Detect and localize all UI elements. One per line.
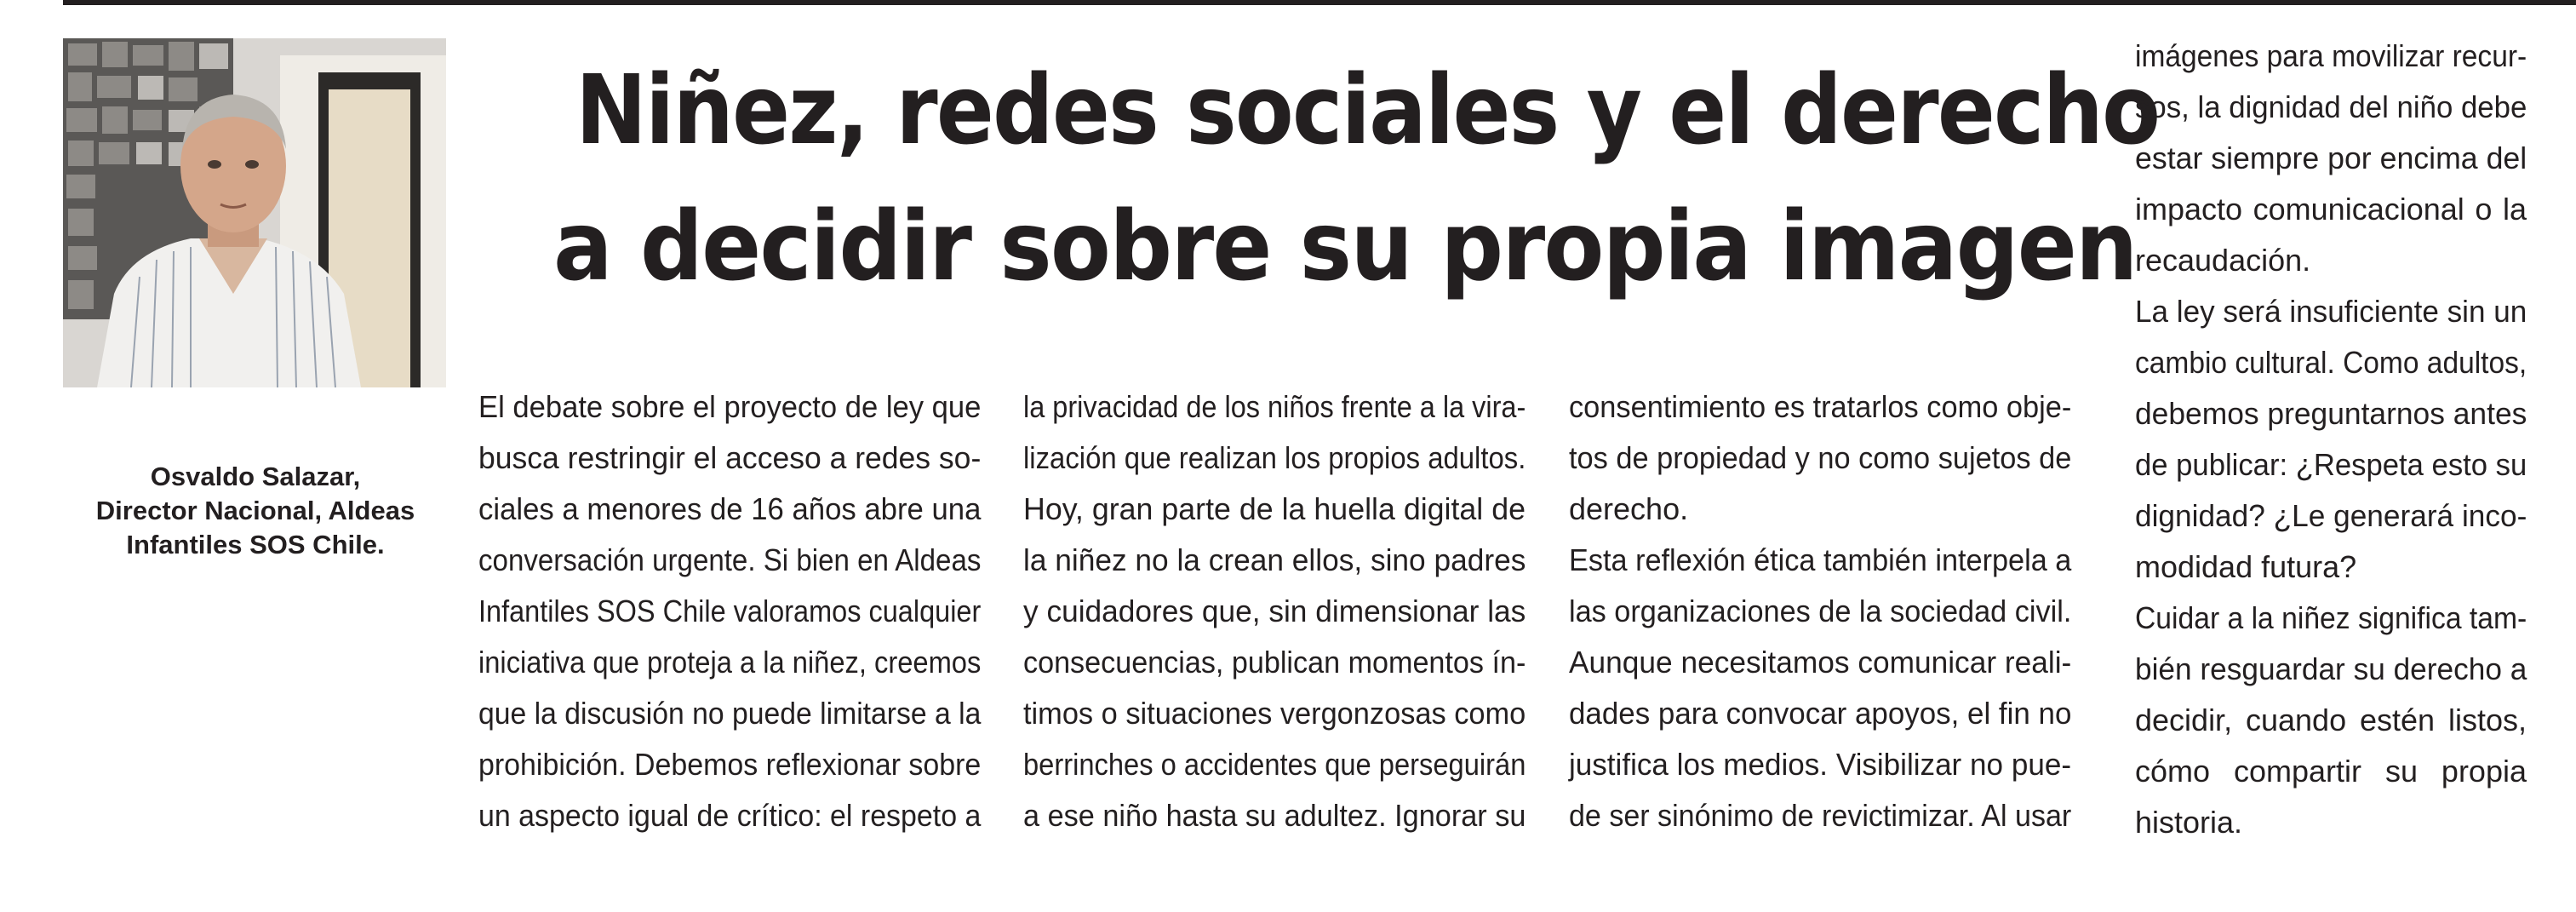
headline-line-1: Niñez, redes sociales y el derecho [575, 55, 2160, 166]
article-text-line: las organizaciones de la sociedad civil. [1569, 594, 2072, 628]
article-text-line: la privacidad de los niños frente a la vira- [1023, 389, 1526, 424]
top-rule [63, 0, 2576, 5]
caption-organization: Infantiles SOS Chile. [126, 530, 385, 559]
article-text-line: conversación urgente. Si bien en Aldeas [478, 542, 982, 577]
article-text-line: debemos preguntarnos antes [2135, 396, 2527, 431]
article-text-line: modidad futura? [2135, 549, 2357, 584]
article-text-line: berrinches o accidentes que perseguirán [1023, 747, 1526, 782]
article-text-line: de publicar: ¿Respeta esto su [2135, 447, 2527, 482]
article-text-line: un aspecto igual de crítico: el respeto a [478, 798, 982, 833]
article-text-line: sos, la dignidad del niño debe [2135, 89, 2527, 124]
article-text-line: derecho. [1569, 491, 1689, 526]
headline [492, 43, 2160, 315]
author-photo-illustration [63, 38, 446, 387]
article-text-line: ciales a menores de 16 años abre una [478, 491, 982, 526]
article-text-line: imágenes para movilizar recur- [2135, 38, 2527, 73]
article-column-4 [2135, 31, 2527, 848]
article-text-line: estar siempre por encima del [2135, 141, 2527, 175]
article-text-line: que la discusión no puede limitarse a la [478, 696, 982, 731]
article-text-line: busca restringir el acceso a redes so- [478, 440, 982, 475]
article-text-line: de ser sinónimo de revictimizar. Al usar [1569, 798, 2072, 833]
article-column-2 [1023, 381, 1526, 841]
article-text-line: impacto comunicacional o la [2135, 192, 2527, 227]
caption-author-name: Osvaldo Salazar, [150, 462, 361, 491]
article-text-line: El debate sobre el proyecto de ley que [478, 389, 982, 424]
article-text-line: tos de propiedad y no como sujetos de [1569, 440, 2072, 475]
article-column-1 [478, 381, 981, 841]
article-text-line: consecuencias, publican momentos ín- [1023, 645, 1526, 680]
article-text-line: Esta reflexión ética también interpela a [1569, 542, 2072, 577]
article-text-line: decidir, cuando estén listos, [2135, 703, 2527, 737]
article-text-line: consentimiento es tratarlos como obje- [1569, 389, 2072, 424]
article-text-line: lización que realizan los propios adultos. [1023, 440, 1526, 475]
article-text-line: dades para convocar apoyos, el fin no [1569, 696, 2072, 731]
article-text-line: Infantiles SOS Chile valoramos cualquier [478, 594, 982, 628]
article-text-line: cambio cultural. Como adultos, [2135, 345, 2527, 380]
article-text-line: Cuidar a la niñez significa tam- [2135, 600, 2527, 635]
article-text-line: justifica los medios. Visibilizar no pue- [1569, 747, 2071, 782]
author-photo [63, 38, 446, 387]
article-text-line: cómo compartir su propia [2135, 754, 2527, 789]
article-text-line: y cuidadores que, sin dimensionar las [1023, 594, 1526, 628]
photo-caption [51, 460, 460, 562]
article-text-line: la niñez no la crean ellos, sino padres [1023, 542, 1526, 577]
article-text-line: timos o situaciones vergonzosas como [1023, 696, 1526, 731]
article-text-line: a ese niño hasta su adultez. Ignorar su [1023, 798, 1526, 833]
article-column-3 [1569, 381, 2071, 841]
article-text-line: prohibición. Debemos reflexionar sobre [478, 747, 982, 782]
article-text-line: Hoy, gran parte de la huella digital de [1023, 491, 1526, 526]
article-text-line: historia. [2135, 805, 2243, 840]
article-text-line: Aunque necesitamos comunicar reali- [1569, 645, 2072, 680]
article-text-line: bién resguardar su derecho a [2135, 651, 2527, 686]
headline-line-2: a decidir sobre su propia imagen [552, 192, 2137, 302]
article-text-line: dignidad? ¿Le generará inco- [2135, 498, 2527, 533]
article-text-line: recaudación. [2135, 243, 2311, 278]
article-text-line: iniciativa que proteja a la niñez, creemos [478, 645, 982, 680]
article-text-line: La ley será insuficiente sin un [2135, 294, 2527, 329]
caption-role: Director Nacional, Aldeas [95, 496, 415, 525]
